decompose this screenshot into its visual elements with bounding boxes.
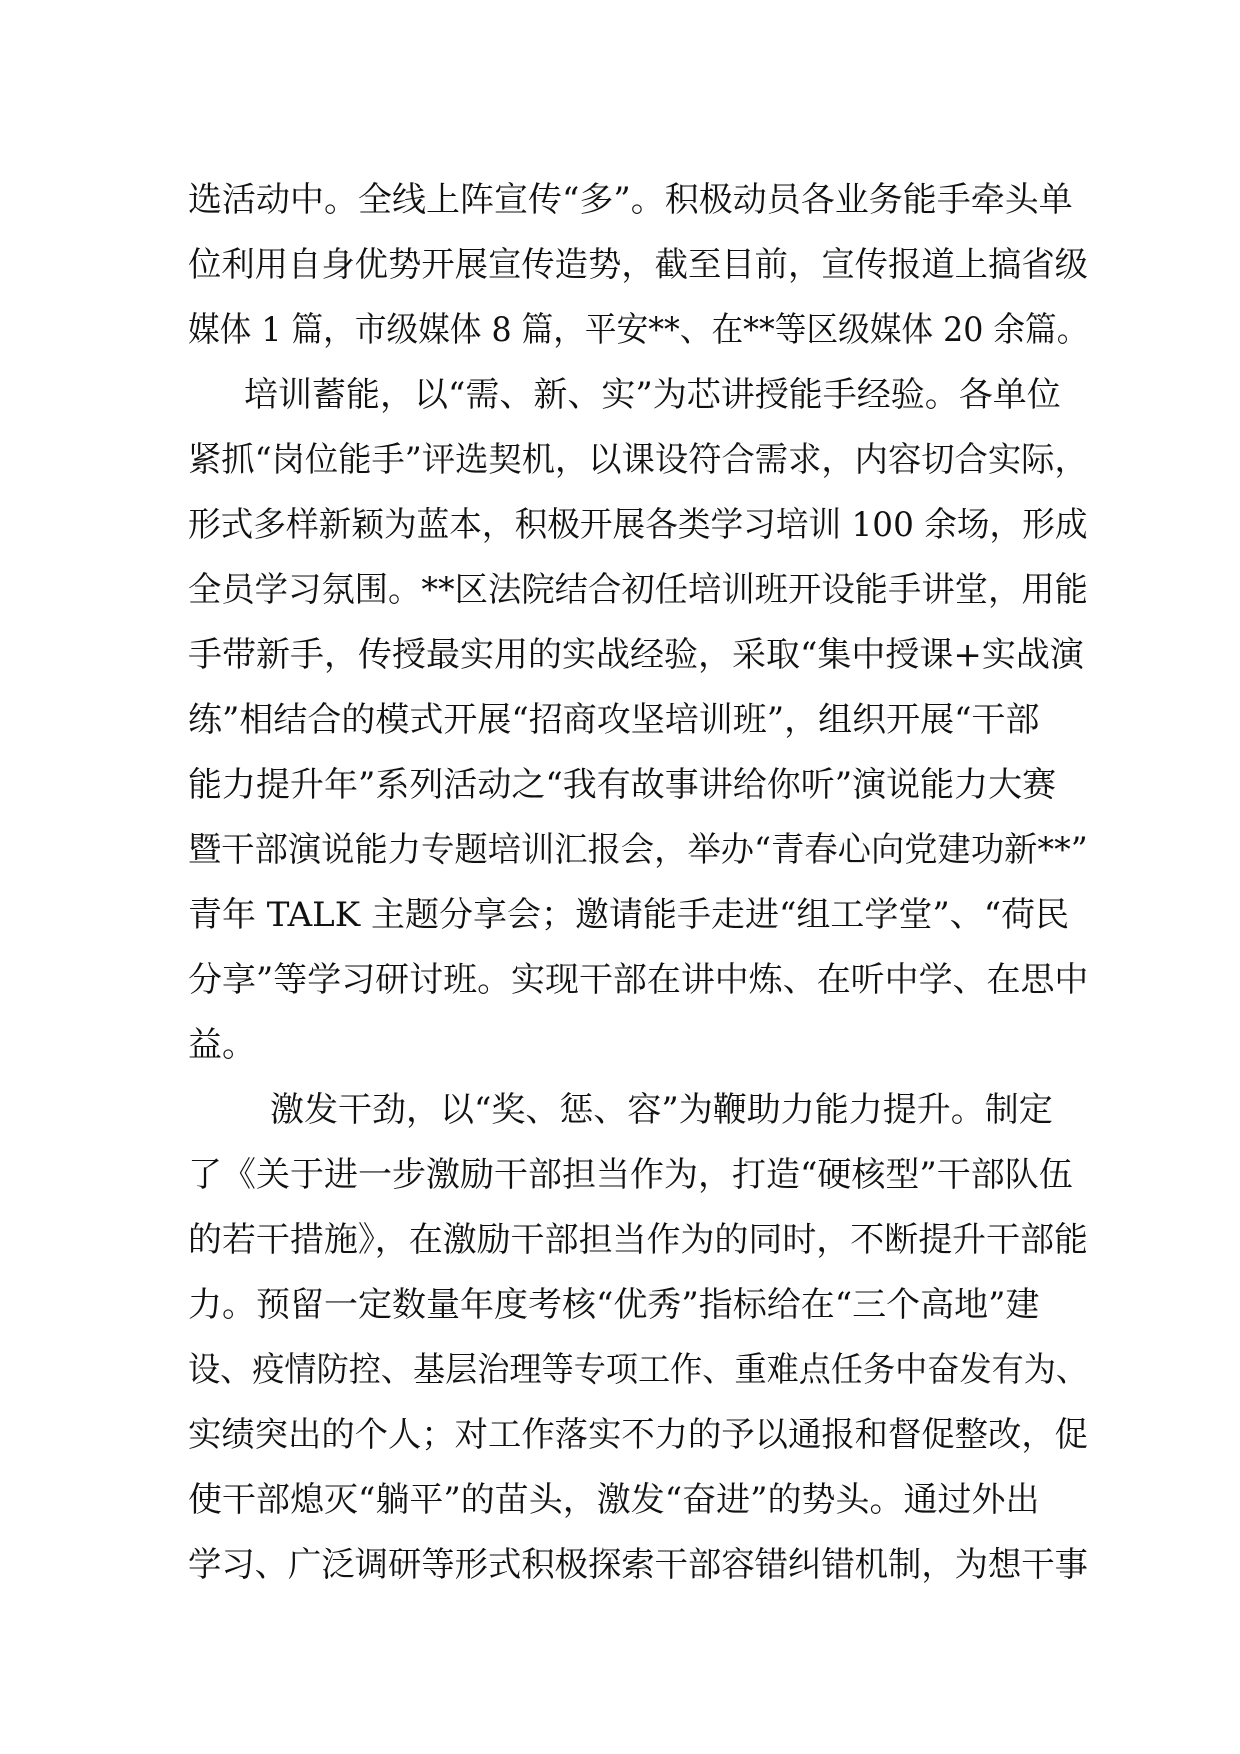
text-line: 使干部熄灭“躺平”的苗头，激发“奋进”的势头。通过外出	[188, 1480, 1040, 1520]
text-line: 分享”等学习研讨班。实现干部在讲中炼、在听中学、在思中	[188, 960, 1089, 1000]
text-line: 练”相结合的模式开展“招商攻坚培训班”，组织开展“干部	[188, 700, 1040, 740]
text-line: 形式多样新颖为蓝本，积极开展各类学习培训 100 余场，形成	[188, 505, 1088, 545]
text-line: 手带新手，传授最实用的实战经验，采取“集中授课+实战演	[188, 635, 1084, 675]
paragraph-start-line: 激发干劲，以“奖、惩、容”为鞭助力能力提升。制定	[270, 1090, 1053, 1130]
text-line: 媒体 1 篇，市级媒体 8 篇，平安**、在**等区级媒体 20 余篇。	[188, 310, 1089, 350]
text-line: 全员学习氛围。**区法院结合初任培训班开设能手讲堂，用能	[188, 570, 1089, 610]
text-line: 青年 TALK 主题分享会；邀请能手走进“组工学堂”、“荷民	[188, 895, 1070, 935]
text-line: 力。预留一定数量年度考核“优秀”指标给在“三个高地”建	[188, 1285, 1040, 1325]
text-line: 选活动中。全线上阵宣传“多”。积极动员各业务能手牵头单	[188, 180, 1073, 220]
paragraph-start-line: 培训蓄能，以“需、新、实”为芯讲授能手经验。各单位	[244, 375, 1061, 415]
text-line: 能力提升年”系列活动之“我有故事讲给你听”演说能力大赛	[188, 765, 1057, 805]
body-text	[188, 168, 1088, 1598]
text-line: 设、疫情防控、基层治理等专项工作、重难点任务中奋发有为、	[188, 1350, 1089, 1390]
text-line: 的若干措施》，在激励干部担当作为的同时，不断提升干部能	[188, 1220, 1089, 1260]
text-line: 暨干部演说能力专题培训汇报会，举办“青春心向党建功新**”	[188, 830, 1088, 870]
text-line: 实绩突出的个人；对工作落实不力的予以通报和督促整改，促	[188, 1415, 1089, 1455]
text-line: 益。	[188, 1025, 256, 1065]
text-line: 了《关于进一步激励干部担当作为，打造“硬核型”干部队伍	[188, 1155, 1073, 1195]
text-line: 紧抓“岗位能手”评选契机，以课设符合需求，内容切合实际，	[188, 440, 1088, 480]
text-line: 位利用自身优势开展宣传造势，截至目前，宣传报道上搞省级	[188, 245, 1089, 285]
text-line: 学习、广泛调研等形式积极探索干部容错纠错机制，为想干事	[188, 1545, 1089, 1585]
